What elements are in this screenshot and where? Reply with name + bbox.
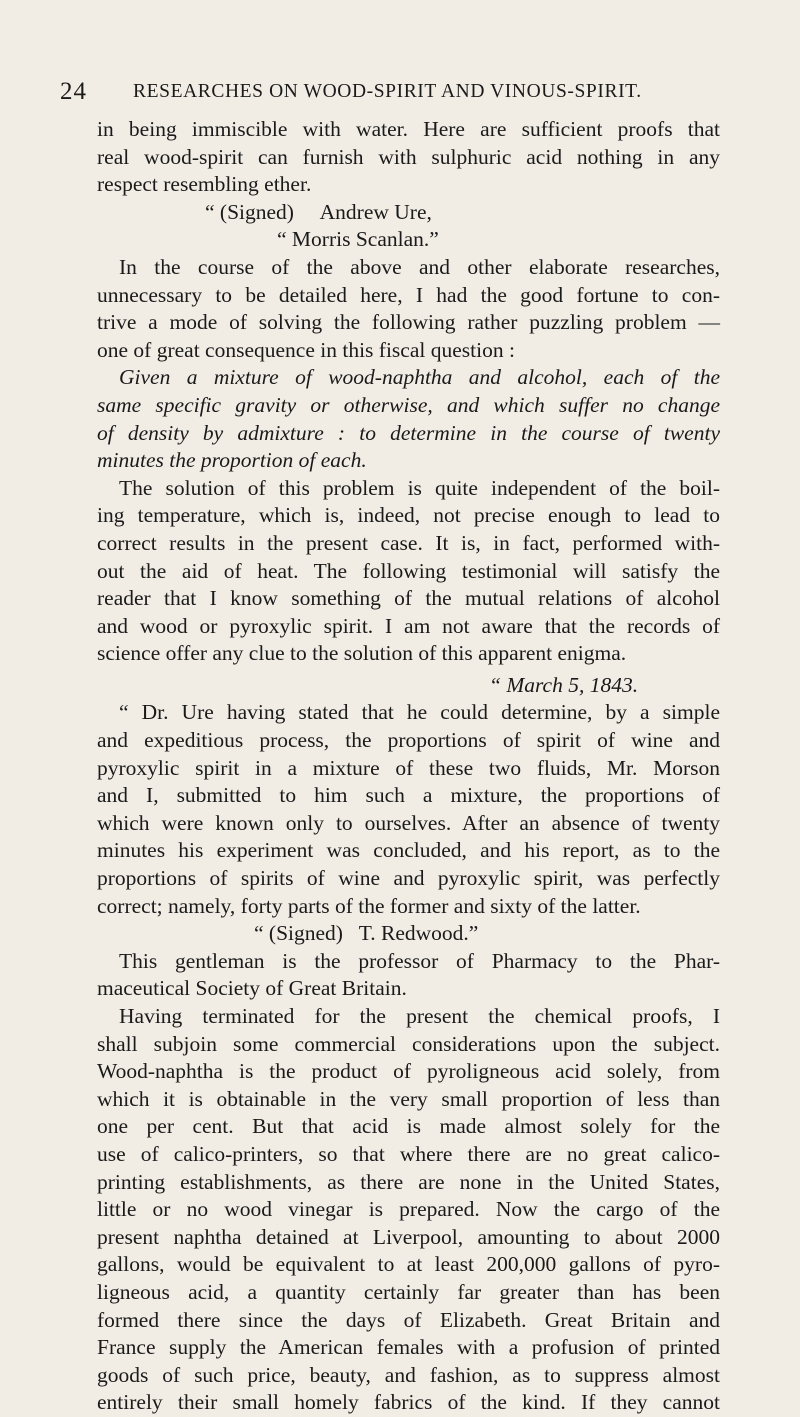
text-line: one of great consequence in this fiscal question : [97, 337, 515, 362]
page-number: 24 [60, 78, 87, 105]
text-line: unnecessary to be detailed here, I had the good fortune to con- [97, 282, 720, 307]
text-line: little or no wood vinegar is prepared. Now the cargo of the [97, 1197, 720, 1222]
text-line: and wood or pyroxylic spirit. I am not aware that the records of [97, 613, 720, 638]
text-line: reader that I know something of the mutual relations of alcohol [97, 586, 720, 611]
text-line: and expeditious process, the proportions of spirit of wine and [97, 728, 720, 753]
text-line: one per cent. But that acid is made almost solely for the [97, 1114, 720, 1139]
text-line: printing establishments, as there are none in the United States, [97, 1169, 720, 1194]
text-line: science offer any clue to the solution of this apparent enigma. [97, 641, 627, 666]
text-line: and I, submitted to him such a mixture, the proportions of [97, 783, 720, 808]
problem-line: same specific gravity or otherwise, and which suffer no change [97, 392, 720, 417]
text-line: Wood-naphtha is the product of pyroligneous acid solely, from [97, 1059, 720, 1084]
text-line: ing temperature, which is, indeed, not precise enough to lead to [97, 503, 720, 528]
page-header [60, 78, 710, 108]
text-line: shall subjoin some commercial considerations upon the subject. [97, 1031, 720, 1056]
running-head: RESEARCHES ON WOOD-SPIRIT AND VINOUS-SPIRIT. [133, 81, 642, 102]
text-line: use of calico-printers, so that where there are no great calico- [97, 1141, 720, 1166]
text-line: respect resembling ether. [97, 172, 312, 197]
text-line: out the aid of heat. The following testimonial will satisfy the [97, 558, 720, 583]
date-line: “ March 5, 1843. [489, 672, 639, 697]
text-line: correct; namely, forty parts of the former and sixty of the latter. [97, 893, 641, 918]
text-line: This gentleman is the professor of Pharmacy to the Phar- [119, 948, 720, 973]
problem-line: Given a mixture of wood-naphtha and alcohol, each of the [119, 365, 720, 390]
text-line: correct results in the present case. It is, in fact, performed with- [97, 530, 720, 555]
problem-line: of density by admixture : to determine in the course of twenty [97, 420, 720, 445]
signature-line: “ (Signed) Andrew Ure, [205, 199, 432, 224]
text-line: France supply the American females with a profusion of printed [97, 1335, 720, 1360]
text-line: which it is obtainable in the very small proportion of less than [97, 1086, 720, 1111]
text-line: minutes his experiment was concluded, and his report, as to the [97, 838, 720, 863]
text-line: present naphtha detained at Liverpool, amounting to about 2000 [97, 1224, 720, 1249]
text-line: pyroxylic spirit in a mixture of these two fluids, Mr. Morson [97, 755, 720, 780]
text-line: “ Dr. Ure having stated that he could determine, by a simple [119, 700, 720, 725]
text-line: goods of such price, beauty, and fashion, as to suppress almost [97, 1362, 720, 1387]
text-line: in being immiscible with water. Here are sufficient proofs that [97, 117, 720, 141]
text-line: In the course of the above and other elaborate researches, [119, 254, 720, 279]
text-line: real wood-spirit can furnish with sulphuric acid nothing in any [97, 144, 720, 169]
text-line: maceutical Society of Great Britain. [97, 976, 407, 1001]
text-line: The solution of this problem is quite independent of the boil- [119, 475, 720, 500]
text-line: which were known only to ourselves. After an absence of twenty [97, 810, 720, 835]
text-line: proportions of spirits of wine and pyroxylic spirit, was perfectly [97, 866, 720, 891]
text-line: ligneous acid, a quantity certainly far greater than has been [97, 1279, 720, 1304]
text-line: trive a mode of solving the following rather puzzling problem — [97, 310, 720, 335]
text-line: gallons, would be equivalent to at least 200,000 gallons of pyro- [97, 1252, 720, 1277]
text-line: Having terminated for the present the chemical proofs, I [119, 1004, 720, 1028]
problem-line: minutes the proportion of each. [97, 448, 367, 473]
signature-line: “ Morris Scanlan.” [277, 227, 439, 252]
text-line: entirely their small homely fabrics of the kind. If they cannot [97, 1390, 720, 1415]
signature-line: “ (Signed) T. Redwood.” [254, 921, 479, 946]
text-line: formed there since the days of Elizabeth. Great Britain and [97, 1307, 720, 1332]
body-text [97, 116, 720, 1417]
